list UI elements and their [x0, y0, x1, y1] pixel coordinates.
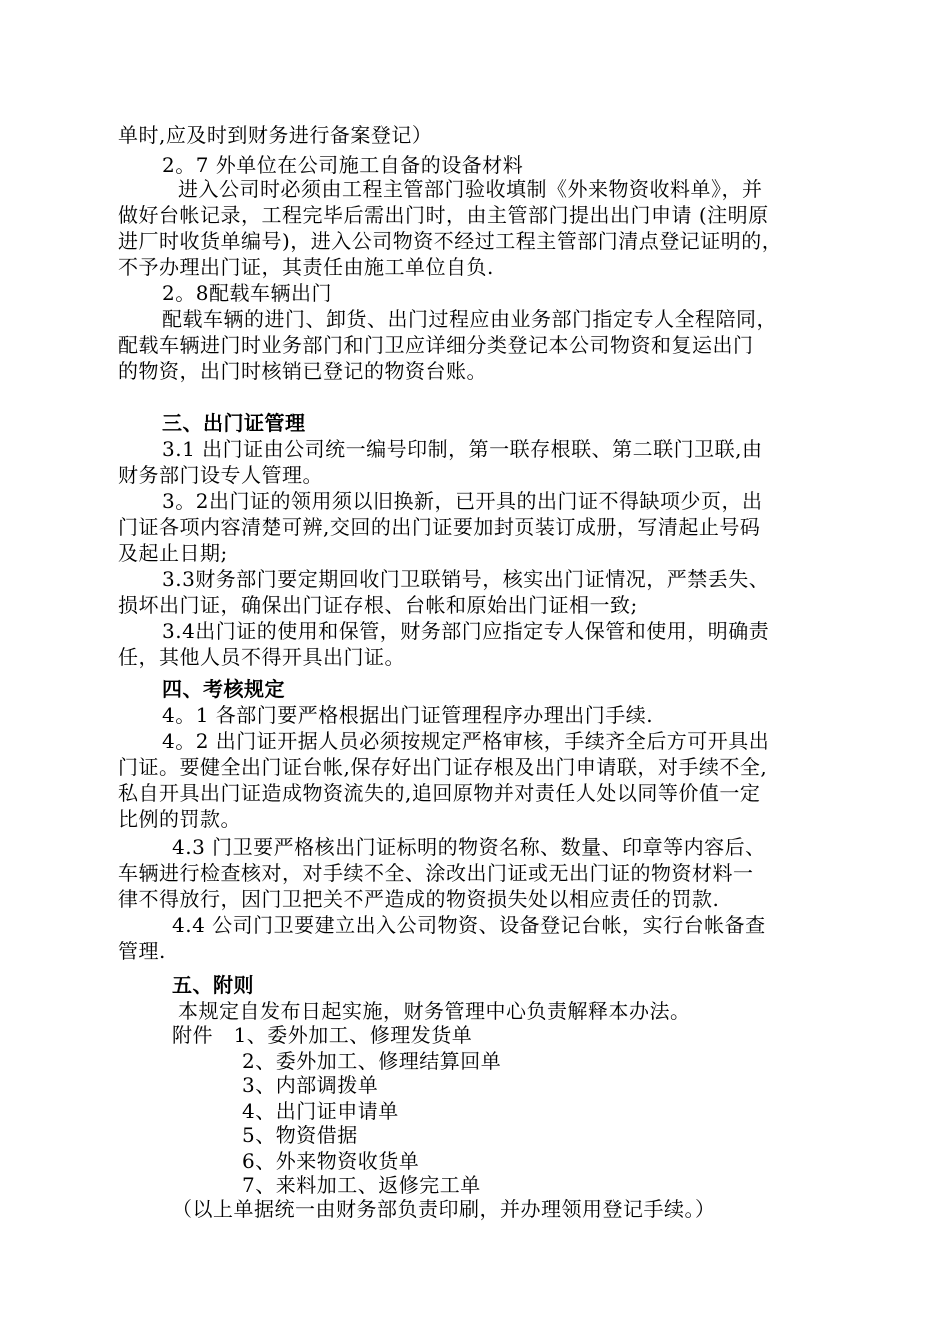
text-line: 财务部门设专人管理。 — [118, 463, 323, 487]
attachment-item: 5、物资借据 — [242, 1123, 358, 1147]
text-line: 门证各项内容清楚可辨,交回的出门证要加封页装订成册，写清起止号码 — [118, 515, 761, 539]
text-line: 本规定自发布日起实施，财务管理中心负责解释本办法。 — [178, 999, 691, 1023]
attachment-item: 3、内部调拨单 — [242, 1073, 379, 1097]
text-line: 3。2出门证的领用须以旧换新，已开具的出门证不得缺项少页，出 — [162, 489, 763, 513]
text-line: 损坏出门证，确保出门证存根、台帐和原始出门证相一致; — [118, 593, 638, 617]
text-line: 3.1 出门证由公司统一编号印制，第一联存根联、第二联门卫联,由 — [162, 437, 763, 461]
text-line: 4。1 各部门要严格根据出门证管理程序办理出门手续. — [162, 703, 654, 727]
closing-note: （以上单据统一由财务部负责印刷，并办理领用登记手续。） — [172, 1197, 716, 1221]
text-line: 4.3 门卫要严格核出门证标明的物资名称、数量、印章等内容后、 — [172, 835, 766, 859]
text-line: 车辆进行检查核对，对手续不全、涂改出门证或无出门证的物资材料一 — [118, 861, 754, 885]
text-line: 单时,应及时到财务进行备案登记） — [118, 123, 433, 147]
subsection-heading-2-7: 2。7 外单位在公司施工自备的设备材料 — [162, 153, 524, 177]
text-line: 私自开具出门证造成物资流失的,追回原物并对责任人处以同等价值一定 — [118, 781, 761, 805]
section-heading-5: 五、附则 — [172, 973, 254, 997]
attachment-list-heading: 附件 1、委外加工、修理发货单 — [172, 1023, 473, 1047]
subsection-heading-2-8: 2。8配载车辆出门 — [162, 281, 332, 305]
text-line: 3.4出门证的使用和保管，财务部门应指定专人保管和使用，明确责 — [162, 619, 770, 643]
text-line: 的物资，出门时核销已登记的物资台账。 — [118, 359, 487, 383]
attachment-item: 6、外来物资收货单 — [242, 1149, 420, 1173]
text-line: 律不得放行，因门卫把关不严造成的物资损失处以相应责任的罚款. — [118, 887, 720, 911]
text-line: 比例的罚款。 — [118, 807, 241, 831]
section-heading-4: 四、考核规定 — [162, 677, 285, 701]
attachment-item: 2、委外加工、修理结算回单 — [242, 1049, 502, 1073]
text-line: 4。2 出门证开据人员必须按规定严格审核，手续齐全后方可开具出 — [162, 729, 770, 753]
text-line: 管理. — [118, 939, 166, 963]
text-line: 3.3财务部门要定期回收门卫联销号，核实出门证情况，严禁丢失、 — [162, 567, 770, 591]
text-line: 任，其他人员不得开具出门证。 — [118, 645, 405, 669]
text-line: 进入公司时必须由工程主管部门验收填制《外来物资收料单》，并 — [178, 177, 763, 201]
text-line: 门证。要健全出门证台帐,保存好出门证存根及出门申请联，对手续不全, — [118, 755, 768, 779]
text-line: 配载车辆进门时业务部门和门卫应详细分类登记本公司物资和复运出门 — [118, 333, 754, 357]
attachment-item: 7、来料加工、返修完工单 — [242, 1173, 481, 1197]
text-line: 及起止日期; — [118, 541, 228, 565]
text-line: 不予办理出门证，其责任由施工单位自负. — [118, 255, 494, 279]
attachment-item: 4、出门证申请单 — [242, 1099, 399, 1123]
text-line: 4.4 公司门卫要建立出入公司物资、设备登记台帐，实行台帐备查 — [172, 913, 766, 937]
text-line: 做好台帐记录，工程完毕后需出门时，由主管部门提出出门申请 (注明原 — [118, 203, 769, 227]
text-line: 进厂时收货单编号)，进入公司物资不经过工程主管部门清点登记证明的， — [118, 229, 783, 253]
text-line: 配载车辆的进门、卸货、出门过程应由业务部门指定专人全程陪同， — [162, 307, 777, 331]
section-heading-3: 三、出门证管理 — [162, 411, 306, 435]
